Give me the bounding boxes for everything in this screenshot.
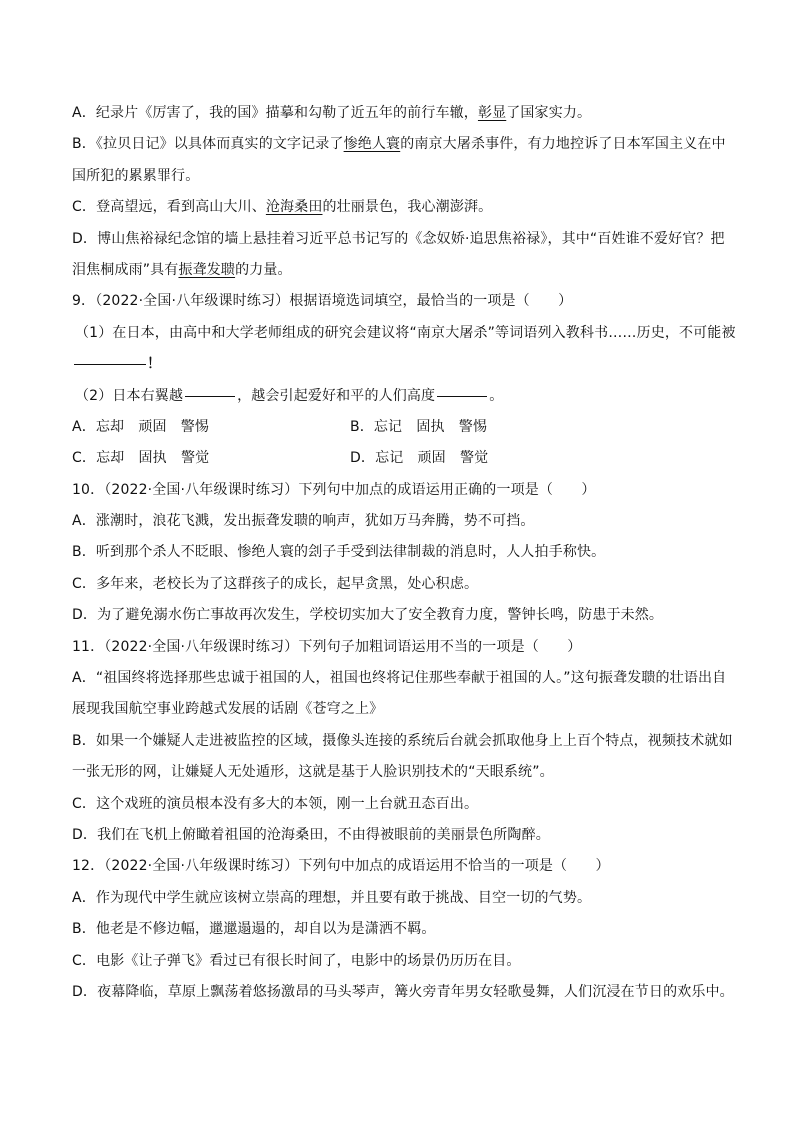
q8-c-text-end: 的壮丽景色，我心潮澎湃。 <box>322 199 493 216</box>
q11-option-b: B．如果一个嫌疑人走进被监控的区域，摄像头连接的系统后台就会抓取他身上上百个特点，视频技术就如 <box>72 732 733 749</box>
q8-d-text: 泪焦桐成雨”具有 <box>72 261 179 278</box>
q9-option-b: B．忘记 固执 警惕 <box>350 418 488 435</box>
q9-exclamation: ！ <box>147 356 162 373</box>
q9-option-c: C．忘却 固执 警觉 <box>72 450 210 467</box>
q8-a-text: A．纪录片《厉害了，我的国》描摹和勾勒了近五年的前行车辙， <box>72 105 478 121</box>
q10-option-a: A．涨潮时，浪花飞溅，发出振聋发聩的响声，犹如万马奔腾，势不可挡。 <box>72 513 535 530</box>
q9-sentence-2 <box>72 381 732 412</box>
q9-options-row-1 <box>72 412 732 443</box>
q12-stem: 12．（2022·全国·八年级课时练习）下列句中加点的成语运用不恰当的一项是（ ） <box>72 858 610 875</box>
q11-option-a-cont: 展现我国航空事业跨越式发展的话剧《苍穹之上》 <box>72 701 384 718</box>
q10-option-d: D．为了避免溺水伤亡事故再次发生，学校切实加大了安全教育力度，警钟长鸣，防患于未然。 <box>72 607 664 624</box>
q8-c-underlined-word: 沧海桑田 <box>265 199 323 216</box>
q9-blank-2 <box>185 395 235 397</box>
q8-c-text: C．登高望远，看到高山大川、 <box>72 199 266 216</box>
q8-b-text-end: 的南京大屠杀事件，有力地控诉了日本军国主义在中 <box>400 136 726 153</box>
q9-option-a: A．忘却 顽固 警惕 <box>72 418 210 435</box>
q9-s2-text: （2）日本右翼越 <box>75 387 184 404</box>
q8-a-underlined-word: 彰显 <box>477 105 507 121</box>
q9-blank-1 <box>74 363 146 365</box>
q9-option-d: D．忘记 顽固 警觉 <box>350 450 489 467</box>
q12-option-d: D．夜幕降临，草原上飘荡着悠扬激昂的马头琴声，篝火旁青年男女轻歌曼舞，人们沉浸在节日的欢乐中。 <box>72 983 734 1000</box>
q10-option-c: C．多年来，老校长为了这群孩子的成长，起早贪黑，处心积虑。 <box>72 575 479 592</box>
q11-option-a: A．“祖国终将选择那些忠诚于祖国的人，祖国也终将记住那些奉献于祖国的人。”这句振聋发聩的壮语出自 <box>72 670 727 687</box>
q9-s2-text-end: 。 <box>489 387 504 404</box>
q9-sentence-1-cont <box>72 349 732 380</box>
q8-option-d-cont <box>72 255 732 286</box>
q11-option-b-cont: 一张无形的网，让嫌疑人无处遁形，这就是基于人脸识别技术的“天眼系统”。 <box>72 764 554 781</box>
q9-stem: 9．（2022·全国·八年级课时练习）根据语境选词填空，最恰当的一项是（ ） <box>72 293 573 310</box>
q10-option-b: B．听到那个杀人不眨眼、惨绝人寰的刽子手受到法律制裁的消息时，人人拍手称快。 <box>72 544 606 561</box>
q8-option-d: D．博山焦裕禄纪念馆的墙上悬挂着习近平总书记写的《念奴娇·追思焦裕禄》，其中“百姓谁不爱好官？把 <box>72 230 725 247</box>
q9-options-row-2 <box>72 443 732 474</box>
q9-blank-3 <box>437 395 487 397</box>
q8-d-underlined-word: 振聋发聩 <box>178 261 236 278</box>
q11-stem: 11．（2022·全国·八年级课时练习）下列句子加粗词语运用不当的一项是（ ） <box>72 638 582 655</box>
q12-option-c: C．电影《让子弹飞》看过已有很长时间了，电影中的场景仍历历在目。 <box>72 952 521 969</box>
q8-option-b <box>72 129 732 160</box>
q8-a-text-end: 了国家实力。 <box>506 105 592 121</box>
q10-stem: 10．（2022·全国·八年级课时练习）下列句中加点的成语运用正确的一项是（ ） <box>72 481 596 498</box>
q9-s2-text-mid: ，越会引起爱好和平的人们高度 <box>237 387 436 404</box>
q8-option-b-cont: 国所犯的累累罪行。 <box>72 167 200 184</box>
q11-option-d: D．我们在飞机上俯瞰着祖国的沧海桑田，不由得被眼前的美丽景色所陶醉。 <box>72 826 550 843</box>
q8-option-c <box>72 192 732 223</box>
q8-option-a <box>72 98 732 129</box>
q12-option-a: A．作为现代中学生就应该树立崇高的理想，并且要有敢于挑战、目空一切的气势。 <box>72 889 592 906</box>
q9-sentence-1: （1）在日本，由高中和大学老师组成的研究会建议将“南京大屠杀”等词语列入教科书……历史，不可能被 <box>75 324 736 341</box>
q8-d-text-end: 的力量。 <box>235 261 292 278</box>
exam-page <box>72 98 736 1008</box>
q11-option-c: C．这个戏班的演员根本没有多大的本领，刚一上台就丑态百出。 <box>72 795 479 812</box>
q8-b-underlined-word: 惨绝人寰 <box>343 136 401 153</box>
q8-b-text: B．《拉贝日记》以具体而真实的文字记录了 <box>72 136 344 153</box>
q12-option-b: B．他老是不修边幅，邋邋遢遢的，却自以为是潇洒不羁。 <box>72 921 436 938</box>
